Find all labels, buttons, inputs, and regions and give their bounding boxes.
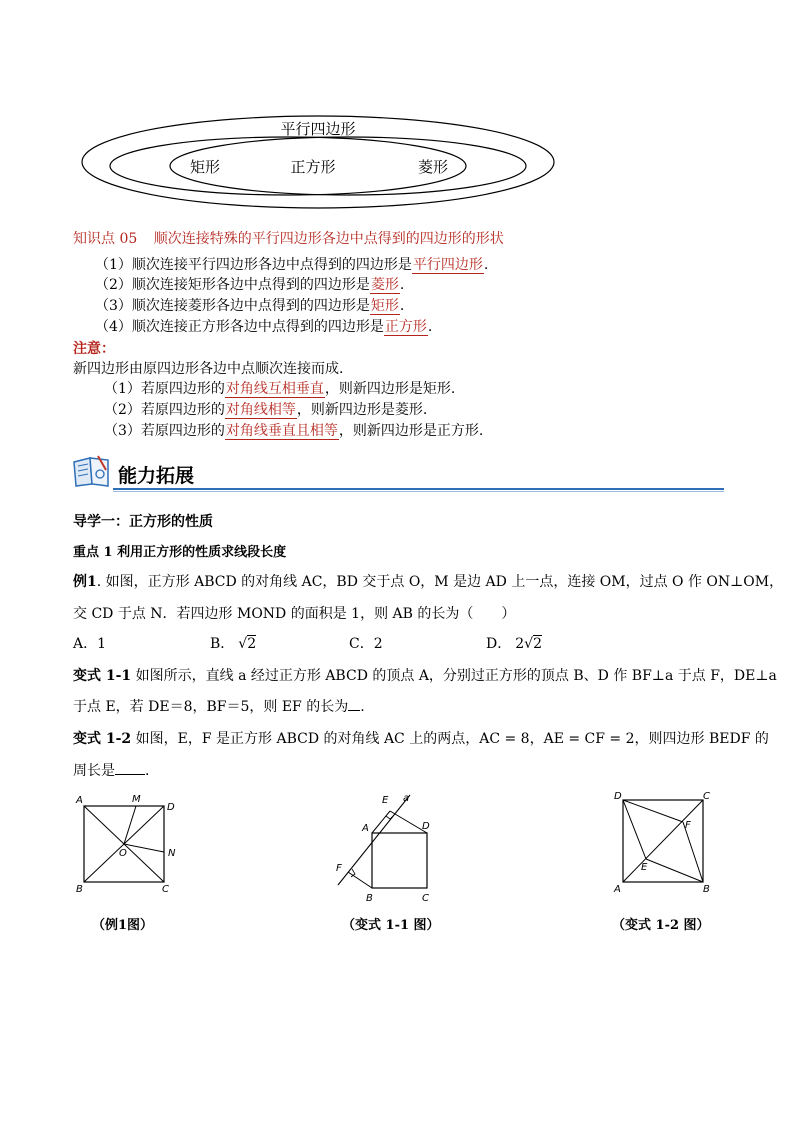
segment-bf bbox=[348, 872, 372, 888]
label-d: D bbox=[422, 821, 430, 832]
line-a bbox=[338, 795, 410, 885]
label-e: E bbox=[382, 795, 389, 806]
figure-variant-1-2 bbox=[605, 786, 725, 898]
answer-blank bbox=[115, 760, 145, 775]
example-line-1: 例1. 如图，正方形 ABCD 的对角线 AC，BD 交于点 O，M 是边 AD 上一点，连接 OM，过点 O 作 ON⊥OM， bbox=[73, 574, 784, 590]
answer-underline: 正方形 bbox=[384, 319, 427, 335]
segment-on bbox=[124, 844, 164, 852]
label-b: B bbox=[703, 884, 710, 895]
var12-line-2: 周长是 . bbox=[73, 760, 149, 780]
caption-variant-1-2: （变式 1-2 图） bbox=[612, 918, 710, 933]
figure-example-1 bbox=[72, 792, 192, 896]
section-title: 能力拓展 bbox=[118, 465, 195, 487]
segment-bf bbox=[683, 822, 703, 882]
answer-underline: 对角线垂直且相等 bbox=[225, 423, 338, 439]
label-b: B bbox=[76, 884, 83, 895]
label-f: F bbox=[685, 820, 691, 831]
var11-label: 变式 1-1 bbox=[73, 668, 132, 684]
caption-example-1: （例1图） bbox=[92, 918, 154, 933]
venn-diagram bbox=[78, 112, 562, 212]
label-n: N bbox=[168, 848, 176, 859]
kp05-item-2: （2）顺次连接矩形各边中点得到的四边形是菱形. bbox=[95, 277, 405, 293]
square-abcd bbox=[372, 833, 427, 888]
venn-center-label: 正方形 bbox=[290, 158, 336, 176]
var11-line-2: 于点 E，若 DE＝8，BF＝5，则 EF 的长为 . bbox=[73, 696, 365, 716]
venn-right-label: 菱形 bbox=[417, 158, 449, 176]
answer-underline: 对角线互相垂直 bbox=[225, 381, 324, 397]
answer-blank bbox=[348, 696, 360, 711]
option-d: D． 2√2 bbox=[486, 636, 542, 652]
label-c: C bbox=[703, 791, 710, 802]
var12-label: 变式 1-2 bbox=[73, 731, 132, 747]
label-b: B bbox=[366, 893, 373, 904]
kp05-title: 顺次连接特殊的平行四边形各边中点得到的四边形的形状 bbox=[153, 231, 504, 247]
example-label: 例1 bbox=[73, 574, 97, 590]
note-title: 注意： bbox=[73, 341, 115, 357]
segment-eb bbox=[646, 859, 703, 882]
label-a: A bbox=[614, 884, 621, 895]
answer-underline: 菱形 bbox=[370, 277, 399, 293]
var12-line-1: 变式 1-2 如图，E，F 是正方形 ABCD 的对角线 AC 上的两点，AC = 8，AE = CF = 2，则四边形 BEDF 的 bbox=[73, 731, 769, 747]
kp05-item-3: （3）顺次连接菱形各边中点得到的四边形是矩形. bbox=[95, 298, 405, 314]
caption-variant-1-1: （变式 1-1 图） bbox=[342, 918, 440, 933]
answer-underline: 平行四边形 bbox=[412, 257, 483, 273]
label-m: M bbox=[132, 794, 141, 805]
guide-title: 导学一：正方形的性质 bbox=[73, 514, 213, 530]
venn-left-label: 矩形 bbox=[189, 158, 221, 176]
venn-left-ellipse bbox=[110, 137, 466, 195]
answer-underline: 对角线相等 bbox=[225, 402, 296, 418]
label-f: F bbox=[336, 863, 342, 874]
kp05-heading bbox=[73, 228, 504, 248]
label-a: A bbox=[362, 823, 369, 834]
option-a: A．1 bbox=[73, 636, 107, 652]
venn-outer-label: 平行四边形 bbox=[280, 120, 356, 138]
book-icon bbox=[70, 452, 114, 490]
focus-title: 重点 1 利用正方形的性质求线段长度 bbox=[73, 545, 287, 560]
option-c: C．2 bbox=[349, 636, 383, 652]
option-b: B． √2 bbox=[210, 636, 257, 652]
note-intro: 新四边形由原四边形各边中点顺次连接而成. bbox=[73, 361, 344, 377]
note-item-2: （2）若原四边形的对角线相等，则新四边形是菱形. bbox=[104, 402, 428, 418]
label-d: D bbox=[167, 802, 175, 813]
kp05-item-1: （1）顺次连接平行四边形各边中点得到的四边形是平行四边形. bbox=[95, 257, 489, 273]
label-o: O bbox=[119, 848, 127, 859]
note-item-3: （3）若原四边形的对角线垂直且相等，则新四边形是正方形. bbox=[104, 423, 484, 439]
label-line-a: a bbox=[403, 793, 410, 804]
section-divider bbox=[113, 488, 724, 490]
segment-fd bbox=[623, 800, 683, 822]
label-e: E bbox=[641, 862, 648, 873]
label-d: D bbox=[614, 791, 622, 802]
answer-underline: 矩形 bbox=[370, 298, 399, 314]
figure-variant-1-1 bbox=[330, 785, 450, 909]
label-c: C bbox=[162, 884, 169, 895]
section-divider-thin bbox=[113, 491, 724, 492]
diagonal-ac bbox=[623, 800, 703, 882]
segment-ae bbox=[372, 811, 390, 833]
kp05-label: 知识点 05 bbox=[73, 231, 138, 247]
var11-line-1: 变式 1-1 如图所示，直线 a 经过正方形 ABCD 的顶点 A，分别过正方形的顶点 B、D 作 BF⊥a 于点 F，DE⊥a bbox=[73, 668, 777, 684]
venn-right-ellipse bbox=[170, 137, 526, 195]
example-line-2: 交 CD 于点 N．若四边形 MOND 的面积是 1，则 AB 的长为（ ） bbox=[73, 606, 516, 622]
label-c: C bbox=[422, 893, 429, 904]
label-a: A bbox=[76, 795, 83, 806]
segment-de bbox=[623, 800, 646, 859]
kp05-item-4: （4）顺次连接正方形各边中点得到的四边形是正方形. bbox=[95, 319, 433, 335]
note-item-1: （1）若原四边形的对角线互相垂直，则新四边形是矩形. bbox=[104, 381, 456, 397]
